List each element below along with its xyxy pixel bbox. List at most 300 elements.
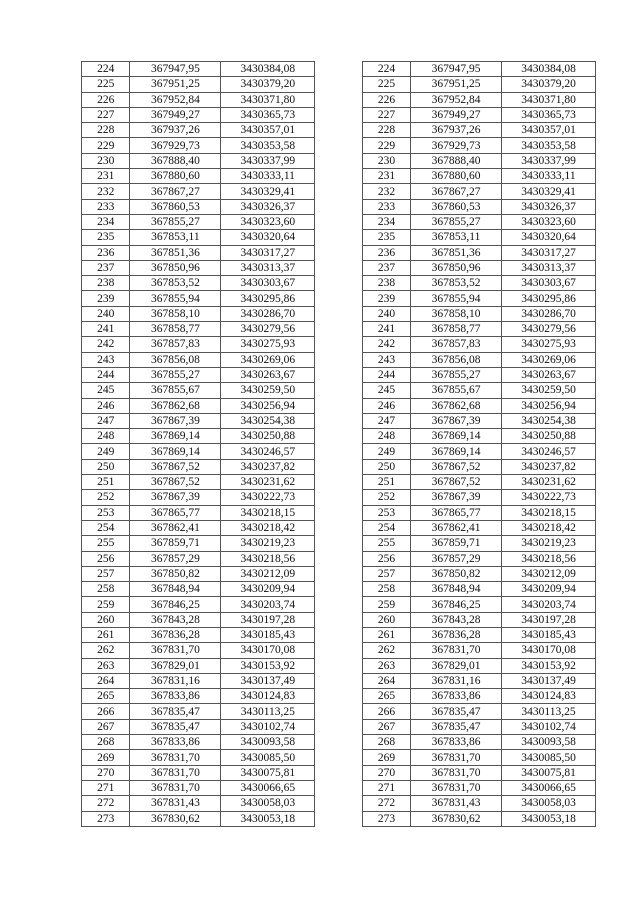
table-row bbox=[82, 322, 596, 337]
left-x-coordinate-cell: 367846,25 bbox=[130, 597, 221, 612]
column-spacer bbox=[315, 735, 362, 750]
right-y-coordinate-cell: 3430384,08 bbox=[502, 62, 596, 77]
column-spacer bbox=[315, 643, 362, 658]
right-point-number-cell: 255 bbox=[362, 536, 410, 551]
left-x-coordinate-cell: 367867,52 bbox=[130, 475, 221, 490]
left-point-number-cell: 250 bbox=[82, 459, 130, 474]
right-y-coordinate-cell: 3430085,50 bbox=[502, 750, 596, 765]
left-x-coordinate-cell: 367843,28 bbox=[130, 612, 221, 627]
column-spacer bbox=[315, 658, 362, 673]
right-y-coordinate-cell: 3430365,73 bbox=[502, 107, 596, 122]
left-point-number-cell: 265 bbox=[82, 689, 130, 704]
left-point-number-cell: 231 bbox=[82, 169, 130, 184]
right-x-coordinate-cell: 367949,27 bbox=[411, 107, 502, 122]
table-row bbox=[82, 413, 596, 428]
left-x-coordinate-cell: 367869,14 bbox=[130, 429, 221, 444]
right-x-coordinate-cell: 367829,01 bbox=[411, 658, 502, 673]
right-point-number-cell: 272 bbox=[362, 796, 410, 811]
right-point-number-cell: 271 bbox=[362, 780, 410, 795]
right-x-coordinate-cell: 367952,84 bbox=[411, 92, 502, 107]
right-y-coordinate-cell: 3430329,41 bbox=[502, 184, 596, 199]
right-y-coordinate-cell: 3430231,62 bbox=[502, 475, 596, 490]
left-x-coordinate-cell: 367831,70 bbox=[130, 750, 221, 765]
left-x-coordinate-cell: 367855,94 bbox=[130, 291, 221, 306]
column-spacer bbox=[315, 444, 362, 459]
left-y-coordinate-cell: 3430333,11 bbox=[221, 169, 315, 184]
left-y-coordinate-cell: 3430053,18 bbox=[221, 811, 315, 826]
column-spacer bbox=[315, 169, 362, 184]
left-y-coordinate-cell: 3430093,58 bbox=[221, 735, 315, 750]
column-spacer bbox=[315, 673, 362, 688]
right-y-coordinate-cell: 3430124,83 bbox=[502, 689, 596, 704]
left-x-coordinate-cell: 367867,39 bbox=[130, 490, 221, 505]
table-row bbox=[82, 107, 596, 122]
left-point-number-cell: 246 bbox=[82, 398, 130, 413]
right-point-number-cell: 228 bbox=[362, 123, 410, 138]
left-point-number-cell: 272 bbox=[82, 796, 130, 811]
left-y-coordinate-cell: 3430231,62 bbox=[221, 475, 315, 490]
left-point-number-cell: 256 bbox=[82, 551, 130, 566]
right-x-coordinate-cell: 367951,25 bbox=[411, 77, 502, 92]
table-row bbox=[82, 153, 596, 168]
left-point-number-cell: 234 bbox=[82, 214, 130, 229]
left-x-coordinate-cell: 367867,27 bbox=[130, 184, 221, 199]
right-point-number-cell: 262 bbox=[362, 643, 410, 658]
left-x-coordinate-cell: 367858,77 bbox=[130, 322, 221, 337]
left-y-coordinate-cell: 3430218,56 bbox=[221, 551, 315, 566]
left-point-number-cell: 241 bbox=[82, 322, 130, 337]
left-x-coordinate-cell: 367850,82 bbox=[130, 566, 221, 581]
table-row bbox=[82, 551, 596, 566]
table-row bbox=[82, 582, 596, 597]
left-point-number-cell: 253 bbox=[82, 505, 130, 520]
table-row bbox=[82, 62, 596, 77]
right-x-coordinate-cell: 367867,52 bbox=[411, 475, 502, 490]
right-y-coordinate-cell: 3430313,37 bbox=[502, 260, 596, 275]
left-x-coordinate-cell: 367947,95 bbox=[130, 62, 221, 77]
column-spacer bbox=[315, 260, 362, 275]
left-x-coordinate-cell: 367856,08 bbox=[130, 352, 221, 367]
table-row bbox=[82, 780, 596, 795]
right-y-coordinate-cell: 3430102,74 bbox=[502, 719, 596, 734]
left-y-coordinate-cell: 3430137,49 bbox=[221, 673, 315, 688]
left-point-number-cell: 237 bbox=[82, 260, 130, 275]
column-spacer bbox=[315, 811, 362, 826]
right-x-coordinate-cell: 367867,52 bbox=[411, 459, 502, 474]
left-x-coordinate-cell: 367860,53 bbox=[130, 199, 221, 214]
right-x-coordinate-cell: 367831,16 bbox=[411, 673, 502, 688]
left-point-number-cell: 257 bbox=[82, 566, 130, 581]
left-y-coordinate-cell: 3430259,50 bbox=[221, 383, 315, 398]
left-y-coordinate-cell: 3430279,56 bbox=[221, 322, 315, 337]
left-y-coordinate-cell: 3430185,43 bbox=[221, 627, 315, 642]
table-row bbox=[82, 704, 596, 719]
left-point-number-cell: 235 bbox=[82, 230, 130, 245]
left-y-coordinate-cell: 3430317,27 bbox=[221, 245, 315, 260]
table-row bbox=[82, 735, 596, 750]
right-y-coordinate-cell: 3430113,25 bbox=[502, 704, 596, 719]
column-spacer bbox=[315, 689, 362, 704]
left-point-number-cell: 262 bbox=[82, 643, 130, 658]
right-point-number-cell: 225 bbox=[362, 77, 410, 92]
right-point-number-cell: 235 bbox=[362, 230, 410, 245]
left-y-coordinate-cell: 3430313,37 bbox=[221, 260, 315, 275]
table-row bbox=[82, 291, 596, 306]
left-point-number-cell: 229 bbox=[82, 138, 130, 153]
table-row bbox=[82, 214, 596, 229]
right-x-coordinate-cell: 367880,60 bbox=[411, 169, 502, 184]
left-y-coordinate-cell: 3430371,80 bbox=[221, 92, 315, 107]
left-x-coordinate-cell: 367855,67 bbox=[130, 383, 221, 398]
right-point-number-cell: 239 bbox=[362, 291, 410, 306]
column-spacer bbox=[315, 566, 362, 581]
right-x-coordinate-cell: 367833,86 bbox=[411, 689, 502, 704]
right-y-coordinate-cell: 3430303,67 bbox=[502, 276, 596, 291]
column-spacer bbox=[315, 429, 362, 444]
left-x-coordinate-cell: 367853,52 bbox=[130, 276, 221, 291]
left-x-coordinate-cell: 367949,27 bbox=[130, 107, 221, 122]
right-point-number-cell: 267 bbox=[362, 719, 410, 734]
table-row bbox=[82, 673, 596, 688]
right-x-coordinate-cell: 367929,73 bbox=[411, 138, 502, 153]
left-y-coordinate-cell: 3430222,73 bbox=[221, 490, 315, 505]
right-x-coordinate-cell: 367855,27 bbox=[411, 367, 502, 382]
left-x-coordinate-cell: 367836,28 bbox=[130, 627, 221, 642]
left-x-coordinate-cell: 367880,60 bbox=[130, 169, 221, 184]
right-point-number-cell: 230 bbox=[362, 153, 410, 168]
column-spacer bbox=[315, 245, 362, 260]
table-row bbox=[82, 597, 596, 612]
table-row bbox=[82, 276, 596, 291]
right-y-coordinate-cell: 3430246,57 bbox=[502, 444, 596, 459]
table-row bbox=[82, 566, 596, 581]
right-y-coordinate-cell: 3430066,65 bbox=[502, 780, 596, 795]
left-y-coordinate-cell: 3430263,67 bbox=[221, 367, 315, 382]
left-point-number-cell: 242 bbox=[82, 337, 130, 352]
left-y-coordinate-cell: 3430218,15 bbox=[221, 505, 315, 520]
right-x-coordinate-cell: 367835,47 bbox=[411, 704, 502, 719]
right-point-number-cell: 273 bbox=[362, 811, 410, 826]
left-y-coordinate-cell: 3430124,83 bbox=[221, 689, 315, 704]
left-x-coordinate-cell: 367867,39 bbox=[130, 413, 221, 428]
right-x-coordinate-cell: 367888,40 bbox=[411, 153, 502, 168]
right-x-coordinate-cell: 367855,94 bbox=[411, 291, 502, 306]
right-point-number-cell: 242 bbox=[362, 337, 410, 352]
left-x-coordinate-cell: 367858,10 bbox=[130, 306, 221, 321]
left-point-number-cell: 266 bbox=[82, 704, 130, 719]
column-spacer bbox=[315, 92, 362, 107]
right-y-coordinate-cell: 3430279,56 bbox=[502, 322, 596, 337]
right-point-number-cell: 266 bbox=[362, 704, 410, 719]
table-row bbox=[82, 199, 596, 214]
table-row bbox=[82, 505, 596, 520]
right-x-coordinate-cell: 367867,39 bbox=[411, 413, 502, 428]
left-point-number-cell: 251 bbox=[82, 475, 130, 490]
left-y-coordinate-cell: 3430102,74 bbox=[221, 719, 315, 734]
left-x-coordinate-cell: 367951,25 bbox=[130, 77, 221, 92]
left-x-coordinate-cell: 367865,77 bbox=[130, 505, 221, 520]
right-point-number-cell: 250 bbox=[362, 459, 410, 474]
left-point-number-cell: 271 bbox=[82, 780, 130, 795]
right-x-coordinate-cell: 367857,29 bbox=[411, 551, 502, 566]
right-y-coordinate-cell: 3430137,49 bbox=[502, 673, 596, 688]
left-y-coordinate-cell: 3430286,70 bbox=[221, 306, 315, 321]
column-spacer bbox=[315, 597, 362, 612]
right-point-number-cell: 252 bbox=[362, 490, 410, 505]
right-y-coordinate-cell: 3430333,11 bbox=[502, 169, 596, 184]
left-y-coordinate-cell: 3430326,37 bbox=[221, 199, 315, 214]
left-x-coordinate-cell: 367888,40 bbox=[130, 153, 221, 168]
column-spacer bbox=[315, 413, 362, 428]
right-y-coordinate-cell: 3430323,60 bbox=[502, 214, 596, 229]
right-y-coordinate-cell: 3430219,23 bbox=[502, 536, 596, 551]
left-point-number-cell: 228 bbox=[82, 123, 130, 138]
right-point-number-cell: 226 bbox=[362, 92, 410, 107]
right-point-number-cell: 269 bbox=[362, 750, 410, 765]
right-x-coordinate-cell: 367856,08 bbox=[411, 352, 502, 367]
left-y-coordinate-cell: 3430295,86 bbox=[221, 291, 315, 306]
table-row bbox=[82, 719, 596, 734]
right-point-number-cell: 236 bbox=[362, 245, 410, 260]
right-y-coordinate-cell: 3430197,28 bbox=[502, 612, 596, 627]
right-y-coordinate-cell: 3430185,43 bbox=[502, 627, 596, 642]
column-spacer bbox=[315, 230, 362, 245]
right-y-coordinate-cell: 3430203,74 bbox=[502, 597, 596, 612]
table-row bbox=[82, 138, 596, 153]
right-y-coordinate-cell: 3430153,92 bbox=[502, 658, 596, 673]
right-x-coordinate-cell: 367857,83 bbox=[411, 337, 502, 352]
column-spacer bbox=[315, 551, 362, 566]
table-row bbox=[82, 459, 596, 474]
left-x-coordinate-cell: 367929,73 bbox=[130, 138, 221, 153]
left-y-coordinate-cell: 3430365,73 bbox=[221, 107, 315, 122]
left-y-coordinate-cell: 3430209,94 bbox=[221, 582, 315, 597]
right-point-number-cell: 260 bbox=[362, 612, 410, 627]
left-x-coordinate-cell: 367829,01 bbox=[130, 658, 221, 673]
left-y-coordinate-cell: 3430379,20 bbox=[221, 77, 315, 92]
right-x-coordinate-cell: 367848,94 bbox=[411, 582, 502, 597]
right-y-coordinate-cell: 3430269,06 bbox=[502, 352, 596, 367]
right-x-coordinate-cell: 367833,86 bbox=[411, 735, 502, 750]
column-spacer bbox=[315, 627, 362, 642]
left-y-coordinate-cell: 3430197,28 bbox=[221, 612, 315, 627]
right-x-coordinate-cell: 367851,36 bbox=[411, 245, 502, 260]
right-point-number-cell: 256 bbox=[362, 551, 410, 566]
right-y-coordinate-cell: 3430256,94 bbox=[502, 398, 596, 413]
left-point-number-cell: 233 bbox=[82, 199, 130, 214]
left-x-coordinate-cell: 367869,14 bbox=[130, 444, 221, 459]
left-point-number-cell: 259 bbox=[82, 597, 130, 612]
table-row bbox=[82, 352, 596, 367]
right-y-coordinate-cell: 3430093,58 bbox=[502, 735, 596, 750]
right-y-coordinate-cell: 3430218,15 bbox=[502, 505, 596, 520]
left-x-coordinate-cell: 367833,86 bbox=[130, 735, 221, 750]
right-point-number-cell: 264 bbox=[362, 673, 410, 688]
right-x-coordinate-cell: 367865,77 bbox=[411, 505, 502, 520]
column-spacer bbox=[315, 704, 362, 719]
table-row bbox=[82, 796, 596, 811]
right-point-number-cell: 251 bbox=[362, 475, 410, 490]
left-x-coordinate-cell: 367833,86 bbox=[130, 689, 221, 704]
right-y-coordinate-cell: 3430286,70 bbox=[502, 306, 596, 321]
coordinates-table bbox=[81, 61, 596, 827]
left-x-coordinate-cell: 367831,70 bbox=[130, 780, 221, 795]
right-point-number-cell: 227 bbox=[362, 107, 410, 122]
right-x-coordinate-cell: 367855,67 bbox=[411, 383, 502, 398]
left-point-number-cell: 247 bbox=[82, 413, 130, 428]
left-y-coordinate-cell: 3430153,92 bbox=[221, 658, 315, 673]
right-y-coordinate-cell: 3430320,64 bbox=[502, 230, 596, 245]
column-spacer bbox=[315, 582, 362, 597]
left-x-coordinate-cell: 367848,94 bbox=[130, 582, 221, 597]
left-x-coordinate-cell: 367831,70 bbox=[130, 643, 221, 658]
right-x-coordinate-cell: 367867,39 bbox=[411, 490, 502, 505]
left-y-coordinate-cell: 3430212,09 bbox=[221, 566, 315, 581]
left-point-number-cell: 245 bbox=[82, 383, 130, 398]
table-row bbox=[82, 306, 596, 321]
column-spacer bbox=[315, 490, 362, 505]
column-spacer bbox=[315, 107, 362, 122]
left-y-coordinate-cell: 3430384,08 bbox=[221, 62, 315, 77]
left-point-number-cell: 232 bbox=[82, 184, 130, 199]
right-y-coordinate-cell: 3430357,01 bbox=[502, 123, 596, 138]
column-spacer bbox=[315, 750, 362, 765]
right-point-number-cell: 224 bbox=[362, 62, 410, 77]
right-point-number-cell: 259 bbox=[362, 597, 410, 612]
table-row bbox=[82, 520, 596, 535]
left-x-coordinate-cell: 367831,16 bbox=[130, 673, 221, 688]
right-point-number-cell: 265 bbox=[362, 689, 410, 704]
left-point-number-cell: 264 bbox=[82, 673, 130, 688]
left-x-coordinate-cell: 367859,71 bbox=[130, 536, 221, 551]
right-point-number-cell: 247 bbox=[362, 413, 410, 428]
left-point-number-cell: 243 bbox=[82, 352, 130, 367]
left-x-coordinate-cell: 367867,52 bbox=[130, 459, 221, 474]
table-row bbox=[82, 689, 596, 704]
right-x-coordinate-cell: 367860,53 bbox=[411, 199, 502, 214]
right-y-coordinate-cell: 3430326,37 bbox=[502, 199, 596, 214]
table-row bbox=[82, 658, 596, 673]
right-y-coordinate-cell: 3430275,93 bbox=[502, 337, 596, 352]
right-y-coordinate-cell: 3430337,99 bbox=[502, 153, 596, 168]
right-x-coordinate-cell: 367831,70 bbox=[411, 643, 502, 658]
left-point-number-cell: 273 bbox=[82, 811, 130, 826]
right-y-coordinate-cell: 3430218,56 bbox=[502, 551, 596, 566]
column-spacer bbox=[315, 367, 362, 382]
left-x-coordinate-cell: 367857,29 bbox=[130, 551, 221, 566]
column-spacer bbox=[315, 505, 362, 520]
left-y-coordinate-cell: 3430066,65 bbox=[221, 780, 315, 795]
column-spacer bbox=[315, 352, 362, 367]
column-spacer bbox=[315, 291, 362, 306]
right-x-coordinate-cell: 367947,95 bbox=[411, 62, 502, 77]
left-x-coordinate-cell: 367857,83 bbox=[130, 337, 221, 352]
right-x-coordinate-cell: 367830,62 bbox=[411, 811, 502, 826]
column-spacer bbox=[315, 123, 362, 138]
right-y-coordinate-cell: 3430209,94 bbox=[502, 582, 596, 597]
left-point-number-cell: 244 bbox=[82, 367, 130, 382]
right-x-coordinate-cell: 367846,25 bbox=[411, 597, 502, 612]
left-point-number-cell: 236 bbox=[82, 245, 130, 260]
right-y-coordinate-cell: 3430353,58 bbox=[502, 138, 596, 153]
right-point-number-cell: 240 bbox=[362, 306, 410, 321]
left-y-coordinate-cell: 3430357,01 bbox=[221, 123, 315, 138]
right-y-coordinate-cell: 3430379,20 bbox=[502, 77, 596, 92]
column-spacer bbox=[315, 306, 362, 321]
left-y-coordinate-cell: 3430085,50 bbox=[221, 750, 315, 765]
table-row bbox=[82, 184, 596, 199]
right-x-coordinate-cell: 367858,77 bbox=[411, 322, 502, 337]
table-row bbox=[82, 627, 596, 642]
right-point-number-cell: 261 bbox=[362, 627, 410, 642]
table-row bbox=[82, 765, 596, 780]
left-y-coordinate-cell: 3430254,38 bbox=[221, 413, 315, 428]
right-x-coordinate-cell: 367836,28 bbox=[411, 627, 502, 642]
left-y-coordinate-cell: 3430203,74 bbox=[221, 597, 315, 612]
left-point-number-cell: 270 bbox=[82, 765, 130, 780]
left-y-coordinate-cell: 3430075,81 bbox=[221, 765, 315, 780]
left-point-number-cell: 252 bbox=[82, 490, 130, 505]
right-point-number-cell: 249 bbox=[362, 444, 410, 459]
left-point-number-cell: 230 bbox=[82, 153, 130, 168]
left-x-coordinate-cell: 367855,27 bbox=[130, 367, 221, 382]
right-y-coordinate-cell: 3430263,67 bbox=[502, 367, 596, 382]
right-point-number-cell: 232 bbox=[362, 184, 410, 199]
column-spacer bbox=[315, 276, 362, 291]
left-point-number-cell: 239 bbox=[82, 291, 130, 306]
right-y-coordinate-cell: 3430250,88 bbox=[502, 429, 596, 444]
table-row bbox=[82, 245, 596, 260]
right-x-coordinate-cell: 367853,52 bbox=[411, 276, 502, 291]
table-row bbox=[82, 398, 596, 413]
right-y-coordinate-cell: 3430295,86 bbox=[502, 291, 596, 306]
column-spacer bbox=[315, 536, 362, 551]
column-spacer bbox=[315, 612, 362, 627]
right-y-coordinate-cell: 3430371,80 bbox=[502, 92, 596, 107]
left-y-coordinate-cell: 3430337,99 bbox=[221, 153, 315, 168]
column-spacer bbox=[315, 780, 362, 795]
right-y-coordinate-cell: 3430254,38 bbox=[502, 413, 596, 428]
left-x-coordinate-cell: 367937,26 bbox=[130, 123, 221, 138]
column-spacer bbox=[315, 719, 362, 734]
column-spacer bbox=[315, 337, 362, 352]
table-row bbox=[82, 536, 596, 551]
right-point-number-cell: 234 bbox=[362, 214, 410, 229]
left-y-coordinate-cell: 3430353,58 bbox=[221, 138, 315, 153]
right-point-number-cell: 233 bbox=[362, 199, 410, 214]
left-point-number-cell: 261 bbox=[82, 627, 130, 642]
left-y-coordinate-cell: 3430256,94 bbox=[221, 398, 315, 413]
left-y-coordinate-cell: 3430246,57 bbox=[221, 444, 315, 459]
left-x-coordinate-cell: 367952,84 bbox=[130, 92, 221, 107]
table-row bbox=[82, 490, 596, 505]
table-row bbox=[82, 444, 596, 459]
right-x-coordinate-cell: 367867,27 bbox=[411, 184, 502, 199]
column-spacer bbox=[315, 459, 362, 474]
right-y-coordinate-cell: 3430317,27 bbox=[502, 245, 596, 260]
right-x-coordinate-cell: 367855,27 bbox=[411, 214, 502, 229]
left-y-coordinate-cell: 3430219,23 bbox=[221, 536, 315, 551]
right-x-coordinate-cell: 367862,41 bbox=[411, 520, 502, 535]
left-point-number-cell: 263 bbox=[82, 658, 130, 673]
right-point-number-cell: 246 bbox=[362, 398, 410, 413]
left-x-coordinate-cell: 367855,27 bbox=[130, 214, 221, 229]
column-spacer bbox=[315, 62, 362, 77]
right-point-number-cell: 257 bbox=[362, 566, 410, 581]
right-x-coordinate-cell: 367869,14 bbox=[411, 444, 502, 459]
right-point-number-cell: 270 bbox=[362, 765, 410, 780]
column-spacer bbox=[315, 765, 362, 780]
